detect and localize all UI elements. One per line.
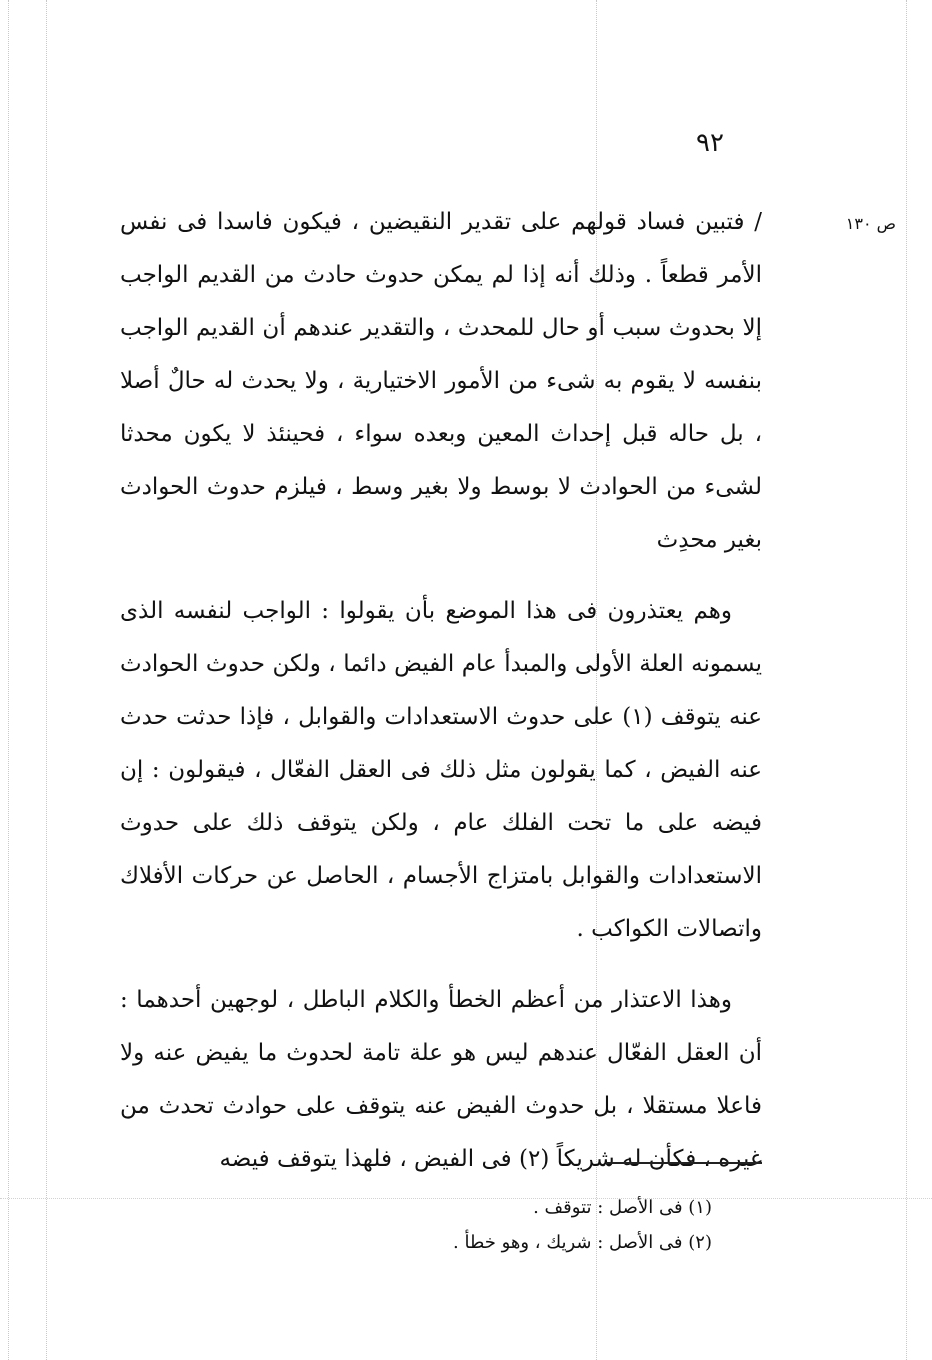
footnote-separator [606,1162,762,1164]
margin-page-reference: ص ١٣٠ [845,214,896,233]
paragraph: وهذا الاعتذار من أعظم الخطأ والكلام الباطل ، لوجهين أحدهما : أن العقل الفعّال عندهم ليس هو علة تامة لحدوث ما يفيض عنه ولا فاعلا مستقلا ، بل حدوث الفيض عنه يتوقف على حوادث تحدث من غيره ، فكأن له شريكاً (٢) فى الفيض ، فلهذا يتوقف فيضه [120,987,762,1172]
page-number: ٩٢ [696,128,724,158]
footnotes [330,1190,712,1260]
scan-guide-line [8,0,9,1360]
paragraph: / فتبين فساد قولهم على تقدير النقيضين ، فيكون فاسدا فى نفس الأمر قطعاً . وذلك أنه إذا لم يمكن حدوث حادث من القديم الواجب إلا بحدوث سبب أو حال للمحدث ، والتقدير عندهم أن القديم الواجب بنفسه لا يقوم به شىء من الأمور الاختيارية ، ولا يحدث له حالٌ أصلا ، بل حاله قبل إحداث المعين وبعده سواء ، فحينئذ لا يكون محدثا لشىء من الحوادث لا بوسط ولا بغير وسط ، فيلزم حدوث الحوادث بغير محدِث [120,209,762,553]
scan-guide-line [906,0,907,1360]
footnote: (٢) فى الأصل : شريك ، وهو خطأ . [453,1232,712,1253]
paragraph: وهم يعتذرون فى هذا الموضع بأن يقولوا : الواجب لنفسه الذى يسمونه العلة الأولى والمبدأ عام الفيض دائما ، ولكن حدوث الحوادث عنه يتوقف (١) على حدوث الاستعدادات والقوابل ، فإذا حدثت حدث عنه الفيض ، كما يقولون مثل ذلك فى العقل الفعّال ، فيقولون : إن فيضه على ما تحت الفلك عام ، ولكن يتوقف ذلك على حدوث الاستعدادات والقوابل بامتزاج الأجسام ، الحاصل عن حركات الأفلاك واتصالات الكواكب . [120,598,762,942]
main-text [120,196,762,1186]
scan-guide-line [46,0,47,1360]
footnote: (١) فى الأصل : تتوقف . [533,1197,712,1218]
